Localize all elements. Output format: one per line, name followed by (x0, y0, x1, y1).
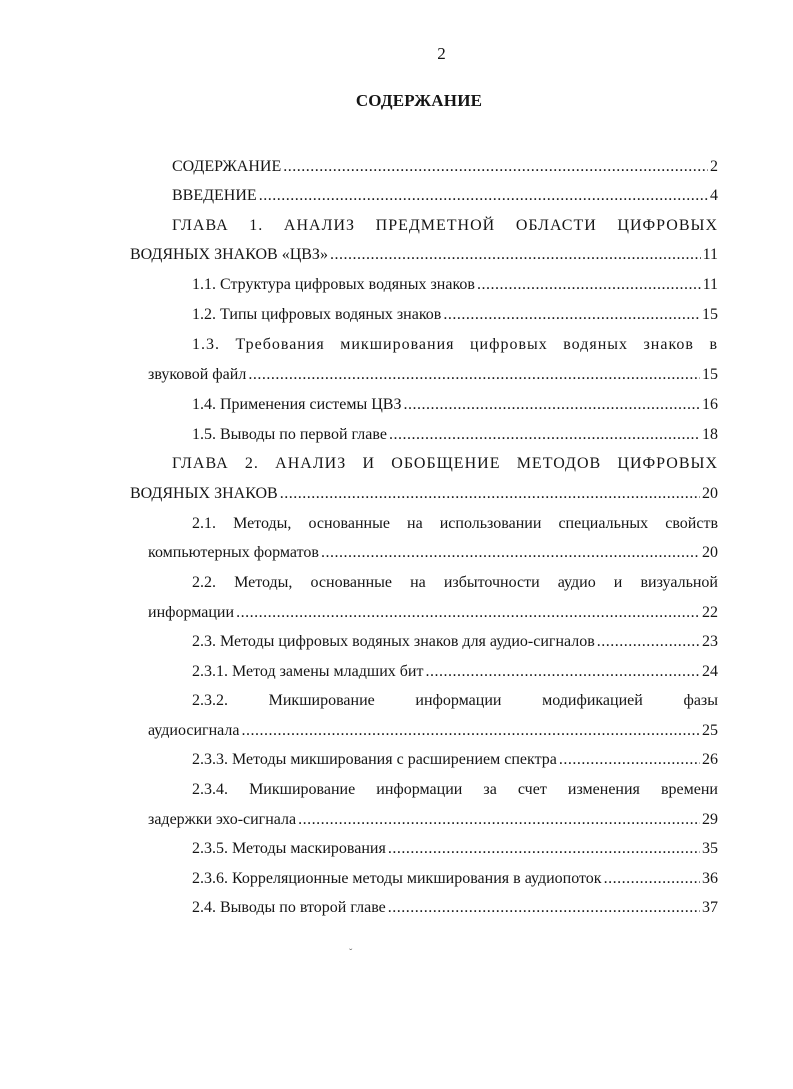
dot-leader (283, 155, 708, 179)
dot-leader (236, 601, 700, 625)
toc-entry-label: задержки эхо-сигнала (148, 811, 297, 828)
toc-entry-2-3-4[interactable] (148, 808, 718, 832)
toc-entry-label: ВОДЯНЫХ ЗНАКОВ (130, 485, 278, 502)
toc-entry-label: 2.3.1. Метод замены младших бит (192, 663, 424, 680)
dot-leader (425, 660, 700, 684)
toc-entry-page: 35 (702, 840, 718, 857)
toc-entry-page: 4 (710, 187, 718, 204)
toc-entry-page: 11 (702, 246, 718, 263)
toc-entry-2-3[interactable] (192, 630, 718, 654)
toc-entry-chapter2[interactable] (130, 482, 718, 506)
toc-entry-label: компьютерных форматов (148, 544, 319, 561)
toc-chapter1-line1[interactable]: ГЛАВА 1. АНАЛИЗ ПРЕДМЕТНОЙ ОБЛАСТИ ЦИФРОВЫХ (172, 217, 718, 234)
scan-artifact: ˇ (349, 948, 353, 959)
toc-entry-label: 2.3.3. Методы микширования с расширением спектра (192, 751, 557, 768)
toc-entry-2-1[interactable] (148, 541, 718, 565)
toc-entry-label: аудиосигнала (148, 722, 240, 739)
toc-entry-1-2[interactable] (192, 303, 718, 327)
page-number: 2 (437, 44, 446, 63)
toc-entry-label: 2.3. Методы цифровых водяных знаков для аудио-сигналов (192, 633, 595, 650)
toc-entry-2-3-1[interactable] (192, 660, 718, 684)
toc-entry-2-3-2[interactable] (148, 719, 718, 743)
toc-2-2-line1[interactable]: 2.2. Методы, основанные на избыточности аудио и визуальной (192, 574, 718, 591)
dot-leader (259, 184, 708, 208)
dot-leader (389, 423, 700, 447)
dot-leader (242, 719, 701, 743)
toc-entry-page: 26 (702, 751, 718, 768)
dot-leader (443, 303, 700, 327)
dot-leader (388, 896, 700, 920)
toc-entry-2-4[interactable] (192, 896, 718, 920)
dot-leader (559, 748, 700, 772)
toc-entry-1-4[interactable] (192, 393, 718, 417)
toc-entry-page: 20 (702, 485, 718, 502)
toc-entry-label: СОДЕРЖАНИЕ (172, 158, 282, 175)
toc-entry-chapter1[interactable] (130, 243, 718, 267)
dot-leader (604, 867, 700, 891)
dot-leader (280, 482, 700, 506)
dot-leader (321, 541, 700, 565)
dot-leader (597, 630, 700, 654)
toc-entry-label: 1.5. Выводы по первой главе (192, 426, 387, 443)
toc-entry-page: 23 (702, 633, 718, 650)
toc-entry-page: 29 (702, 811, 718, 828)
toc-entry-page: 15 (702, 366, 718, 383)
dot-leader (330, 243, 701, 267)
toc-entry-label: 1.1. Структура цифровых водяных знаков (192, 276, 475, 293)
toc-entry-page: 20 (702, 544, 718, 561)
toc-entry-label: ВВЕДЕНИЕ (172, 187, 257, 204)
toc-entry-contents[interactable] (172, 155, 718, 179)
toc-entry-2-2[interactable] (148, 601, 718, 625)
toc-entry-page: 25 (702, 722, 718, 739)
dot-leader (298, 808, 700, 832)
toc-entry-intro[interactable] (172, 184, 718, 208)
dot-leader (477, 273, 701, 297)
toc-entry-page: 24 (702, 663, 718, 680)
dot-leader (248, 363, 700, 387)
toc-entry-page: 22 (702, 604, 718, 621)
toc-entry-1-1[interactable] (192, 273, 718, 297)
toc-entry-page: 16 (702, 396, 718, 413)
toc-1-3-line1[interactable]: 1.3. Требования микширования цифровых водяных знаков в (192, 336, 718, 353)
toc-entry-page: 37 (702, 899, 718, 916)
page-title: СОДЕРЖАНИЕ (355, 91, 483, 110)
toc-entry-page: 11 (702, 276, 718, 293)
toc-entry-label: 1.2. Типы цифровых водяных знаков (192, 306, 442, 323)
toc-entry-page: 18 (702, 426, 718, 443)
toc-entry-label: звуковой файл (148, 366, 247, 383)
toc-chapter2-line1[interactable]: ГЛАВА 2. АНАЛИЗ И ОБОБЩЕНИЕ МЕТОДОВ ЦИФРОВЫХ (172, 455, 718, 472)
toc-entry-label: информации (148, 604, 235, 621)
toc-entry-label: 2.3.6. Корреляционные методы микширования в аудиопоток (192, 870, 602, 887)
toc-entry-2-3-6[interactable] (192, 867, 718, 891)
toc-entry-2-3-5[interactable] (192, 837, 718, 861)
toc-entry-label: ВОДЯНЫХ ЗНАКОВ «ЦВЗ» (130, 246, 328, 263)
toc-entry-label: 2.4. Выводы по второй главе (192, 899, 386, 916)
toc-entry-label: 1.4. Применения системы ЦВЗ (192, 396, 402, 413)
toc-entry-page: 36 (702, 870, 718, 887)
toc-entry-page: 2 (710, 158, 718, 175)
toc-2-1-line1[interactable]: 2.1. Методы, основанные на использовании специальных свойств (192, 515, 718, 532)
toc-entry-1-3[interactable] (148, 363, 718, 387)
toc-entry-page: 15 (702, 306, 718, 323)
toc-2-3-2-line1[interactable]: 2.3.2. Микширование информации модификацией фазы (192, 692, 718, 709)
toc-2-3-4-line1[interactable]: 2.3.4. Микширование информации за счет изменения времени (192, 781, 718, 798)
toc-entry-label: 2.3.5. Методы маскирования (192, 840, 386, 857)
toc-entry-2-3-3[interactable] (192, 748, 718, 772)
dot-leader (403, 393, 700, 417)
toc-entry-1-5[interactable] (192, 423, 718, 447)
dot-leader (388, 837, 700, 861)
